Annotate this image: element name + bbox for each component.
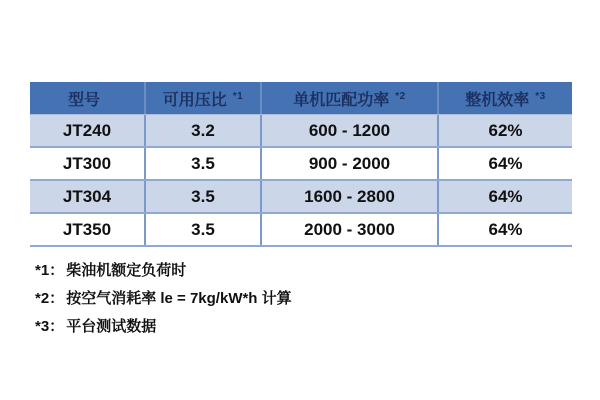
cell-matching-power: 900 - 2000 — [262, 148, 439, 179]
cell-matching-power: 600 - 1200 — [262, 115, 439, 146]
footnote-text: 柴油机额定负荷时 — [66, 262, 187, 279]
header-label: 可用压比 — [162, 91, 227, 109]
header-footnote-ref: *2 — [395, 90, 406, 102]
header-footnote-ref: *3 — [535, 90, 546, 102]
table-row — [30, 148, 572, 181]
cell-efficiency: 64% — [488, 219, 523, 239]
header-cell-matching-power — [262, 82, 439, 114]
footnote — [35, 313, 292, 341]
cell-efficiency: 62% — [488, 120, 523, 140]
cell-pressure-ratio: 3.5 — [146, 181, 262, 212]
cell-efficiency: 64% — [488, 153, 523, 173]
spec-table — [30, 82, 572, 247]
cell-pressure-ratio: 3.2 — [146, 115, 262, 146]
cell-model: JT240 — [30, 115, 146, 146]
header-cell-model — [30, 82, 146, 114]
table-row — [30, 115, 572, 148]
cell-model: JT300 — [30, 148, 146, 179]
cell-matching-power: 1600 - 2800 — [262, 181, 439, 212]
cell-model: JT304 — [30, 181, 146, 212]
cell-matching-power: 2000 - 3000 — [262, 214, 439, 245]
footnote — [35, 285, 292, 313]
header-cell-pressure-ratio — [146, 82, 262, 114]
footnote-marker: *1： — [35, 262, 65, 279]
header-label: 型号 — [67, 91, 100, 109]
cell-efficiency: 64% — [488, 186, 523, 206]
header-cell-efficiency — [439, 82, 572, 114]
header-label: 整机效率 — [465, 91, 530, 109]
footnote-marker: *2： — [35, 290, 65, 307]
footnote-marker: *3： — [35, 318, 65, 335]
header-footnote-ref: *1 — [232, 90, 244, 102]
footnote-text: 按空气消耗率 le = 7kg/kW*h 计算 — [66, 290, 292, 307]
footnote — [35, 257, 292, 285]
table-row — [30, 181, 572, 214]
header-label: 单机匹配功率 — [293, 91, 390, 109]
cell-pressure-ratio: 3.5 — [146, 214, 262, 245]
cell-model: JT350 — [30, 214, 146, 245]
footnote-text: 平台测试数据 — [66, 318, 157, 335]
table-row — [30, 214, 572, 247]
footnotes — [35, 257, 292, 341]
table-header-row — [30, 82, 572, 115]
cell-pressure-ratio: 3.5 — [146, 148, 262, 179]
